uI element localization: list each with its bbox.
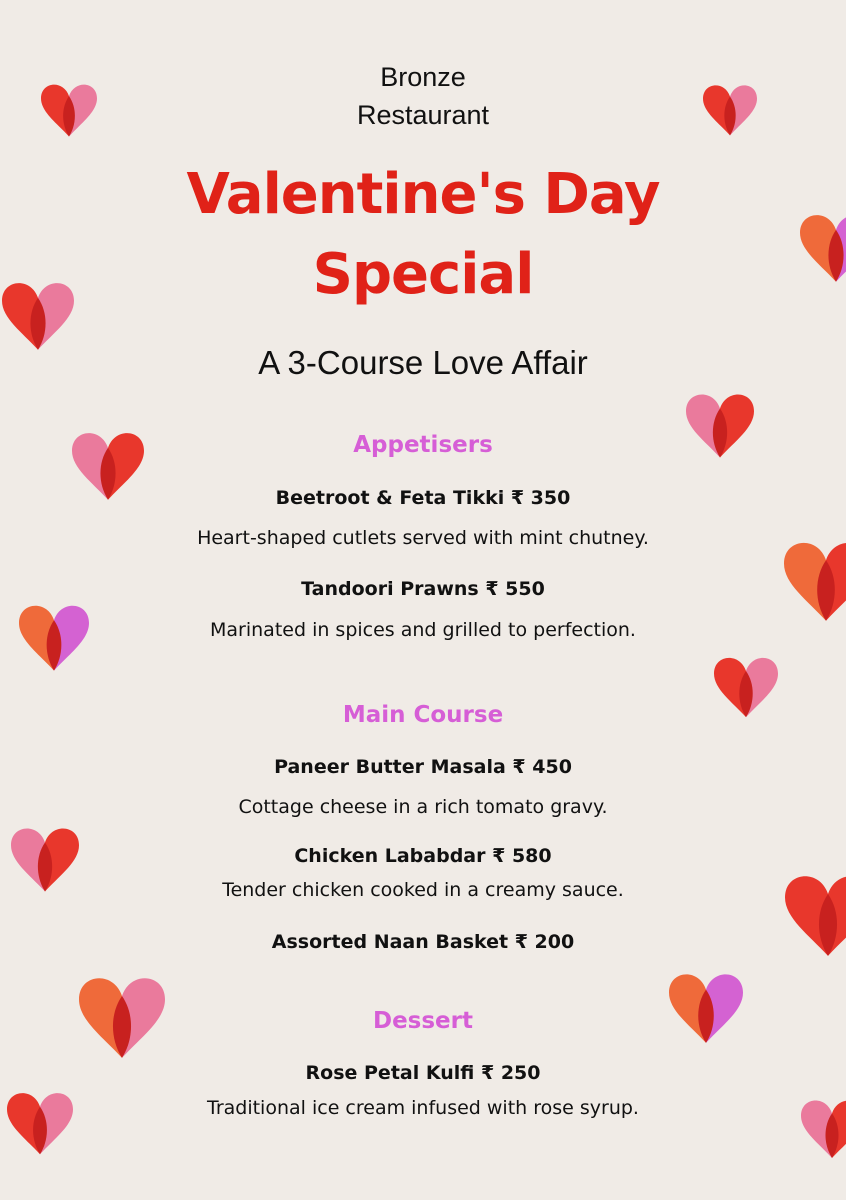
menu-item-description: Cottage cheese in a rich tomato gravy.: [238, 796, 608, 818]
menu-item-name: Rose Petal Kulfi ₹ 250: [305, 1062, 541, 1084]
section-heading-appetisers: Appetisers: [353, 432, 493, 458]
page-title-line-1: Valentine's Day: [186, 162, 660, 227]
menu-item-description: Traditional ice cream infused with rose syrup.: [207, 1097, 639, 1119]
menu-item-description: Heart-shaped cutlets served with mint chutney.: [197, 527, 649, 549]
menu-item-name: Tandoori Prawns ₹ 550: [301, 578, 545, 600]
section-heading-dessert: Dessert: [372, 1008, 473, 1034]
menu-item-name: Chicken Lababdar ₹ 580: [294, 845, 552, 867]
menu-item-name: Paneer Butter Masala ₹ 450: [274, 756, 572, 778]
page-subtitle: A 3-Course Love Affair: [258, 344, 588, 381]
menu-item-name: Beetroot & Feta Tikki ₹ 350: [275, 487, 571, 509]
menu-item-name: Assorted Naan Basket ₹ 200: [271, 931, 575, 953]
menu-item-description: Marinated in spices and grilled to perfection.: [210, 619, 636, 641]
menu-item-description: Tender chicken cooked in a creamy sauce.: [222, 879, 624, 901]
restaurant-name-line-1: Bronze: [380, 62, 466, 92]
page-title-line-2: Special: [312, 242, 534, 307]
restaurant-name-line-2: Restaurant: [356, 100, 490, 130]
section-heading-main-course: Main Course: [342, 702, 504, 728]
